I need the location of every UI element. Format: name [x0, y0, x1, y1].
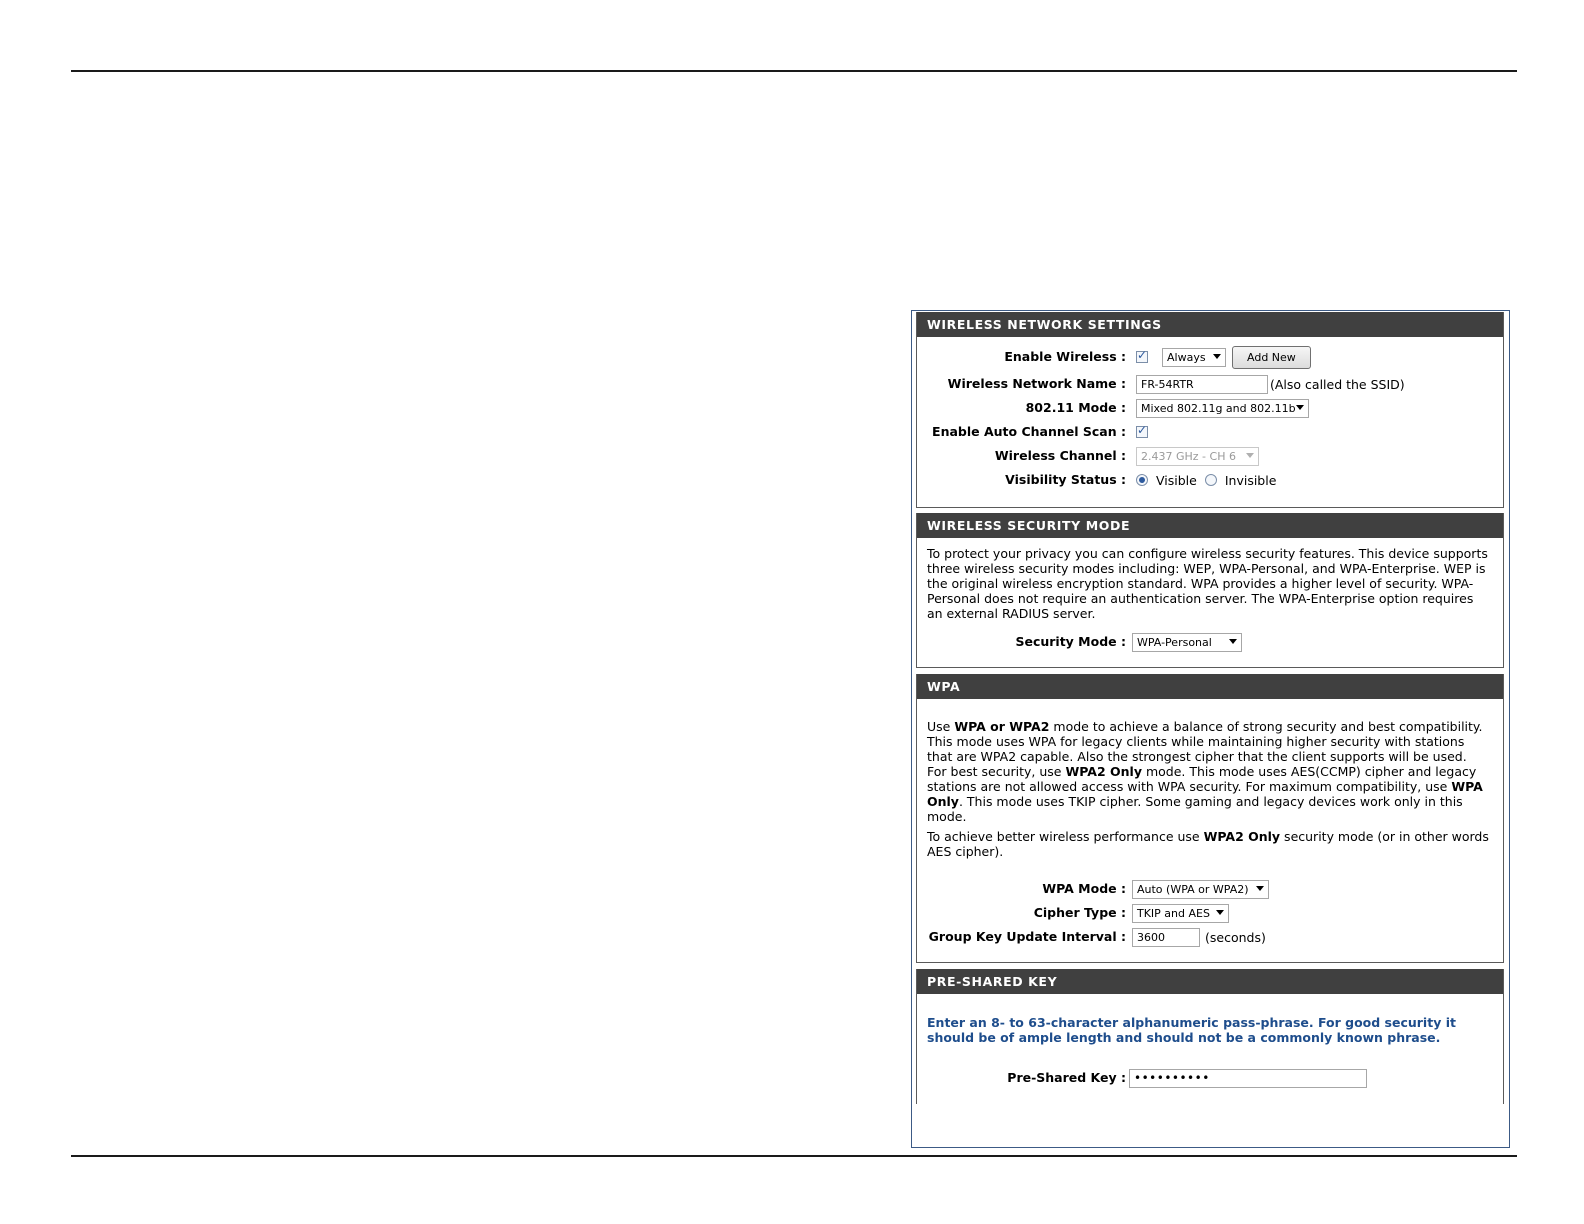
router-settings-panel — [911, 310, 1510, 1148]
chevron-down-icon — [1256, 886, 1264, 891]
group-key-label: Group Key Update Interval : — [928, 929, 1126, 944]
security-mode-value: WPA-Personal — [1137, 635, 1212, 649]
wireless-network-settings-section — [916, 312, 1504, 508]
psk-row — [917, 1067, 1503, 1089]
section-title: WIRELESS SECURITY MODE — [917, 513, 1503, 538]
cipher-type-select[interactable] — [1132, 904, 1229, 923]
group-key-input[interactable]: 3600 — [1132, 928, 1200, 947]
group-key-unit: (seconds) — [1205, 929, 1266, 945]
visibility-row — [917, 469, 1503, 491]
pre-shared-key-section — [916, 969, 1504, 1104]
enable-wireless-row — [917, 346, 1503, 368]
auto-channel-row — [917, 421, 1503, 443]
wireless-channel-select[interactable] — [1136, 447, 1259, 466]
schedule-value: Always — [1167, 350, 1206, 364]
psk-label: Pre-Shared Key : — [1007, 1070, 1126, 1085]
cipher-type-row — [917, 902, 1503, 924]
security-mode-row — [917, 631, 1503, 653]
network-name-input[interactable]: FR-54RTR — [1136, 375, 1268, 394]
add-new-button[interactable]: Add New — [1232, 346, 1311, 369]
wpa-mode-row — [917, 878, 1503, 900]
wpa-mode-value: Auto (WPA or WPA2) — [1137, 882, 1249, 896]
wireless-channel-row — [917, 445, 1503, 467]
bottom-divider — [71, 1155, 1517, 1157]
chevron-down-icon — [1296, 405, 1304, 410]
enable-wireless-label: Enable Wireless : — [1004, 349, 1126, 364]
mode-80211-row — [917, 397, 1503, 419]
auto-channel-label: Enable Auto Channel Scan : — [932, 424, 1126, 439]
network-name-label: Wireless Network Name : — [947, 376, 1126, 391]
mode-80211-value: Mixed 802.11g and 802.11b — [1141, 401, 1296, 415]
wpa-performance-note: To achieve better wireless performance use WPA2 Only security mode (or in other words AES cipher). — [927, 829, 1489, 859]
mode-80211-label: 802.11 Mode : — [1025, 400, 1126, 415]
section-title: PRE-SHARED KEY — [917, 969, 1503, 994]
chevron-down-icon — [1229, 639, 1237, 644]
wpa-mode-label: WPA Mode : — [1042, 881, 1126, 896]
cipher-type-value: TKIP and AES — [1137, 906, 1210, 920]
section-title: WIRELESS NETWORK SETTINGS — [917, 312, 1503, 337]
psk-instruction: Enter an 8- to 63-character alphanumeric pass-phrase. For good security it should be of ample length and should not be a commonly known phrase. — [927, 1015, 1456, 1045]
schedule-select[interactable] — [1162, 348, 1226, 367]
invisible-radio-label: Invisible — [1224, 472, 1277, 488]
top-divider — [71, 70, 1517, 72]
security-description: To protect your privacy you can configure wireless security features. This device supports three wireless security modes including: WEP, WPA-Personal, and WPA-Enterprise. WEP is the original wireless encryption standard. WPA provides a higher level of security. WPA-Personal does not require an authentication server. The WPA-Enterprise option requires an external RADIUS server. — [927, 546, 1488, 621]
ssid-note: (Also called the SSID) — [1270, 376, 1405, 392]
wireless-security-mode-section — [916, 513, 1504, 668]
psk-input[interactable]: •••••••••• — [1129, 1069, 1367, 1088]
visible-radio-label: Visible — [1156, 472, 1197, 488]
auto-channel-checkbox[interactable] — [1136, 426, 1148, 438]
wireless-channel-label: Wireless Channel : — [994, 448, 1126, 463]
wpa-mode-select[interactable] — [1132, 880, 1269, 899]
cipher-type-label: Cipher Type : — [1033, 905, 1126, 920]
mode-80211-select[interactable] — [1136, 399, 1309, 418]
security-mode-label: Security Mode : — [1015, 634, 1126, 649]
security-mode-select[interactable] — [1132, 633, 1242, 652]
section-title: WPA — [917, 674, 1503, 699]
visible-radio[interactable] — [1136, 474, 1148, 486]
wpa-description: Use WPA or WPA2 mode to achieve a balance of strong security and best compatibility. This mode uses WPA for legacy clients while maintaining higher security with stations that are WPA2 capable. Also the strongest cipher that the client supports will be used. For best security, use WPA2 Only mode. This mode uses AES(CCMP) cipher and legacy stations are not allowed access with WPA security. For maximum compatibility, use WPA Only. This mode uses TKIP cipher. Some gaming and legacy devices work only in this mode. — [927, 719, 1483, 824]
chevron-down-icon — [1246, 453, 1254, 458]
chevron-down-icon — [1213, 354, 1221, 359]
visibility-label: Visibility Status : — [1005, 472, 1126, 487]
invisible-radio[interactable] — [1205, 474, 1217, 486]
group-key-row — [917, 926, 1503, 948]
wpa-section — [916, 674, 1504, 963]
wireless-channel-value: 2.437 GHz - CH 6 — [1141, 449, 1236, 463]
enable-wireless-checkbox[interactable] — [1136, 351, 1148, 363]
network-name-row — [917, 373, 1503, 395]
chevron-down-icon — [1216, 910, 1224, 915]
